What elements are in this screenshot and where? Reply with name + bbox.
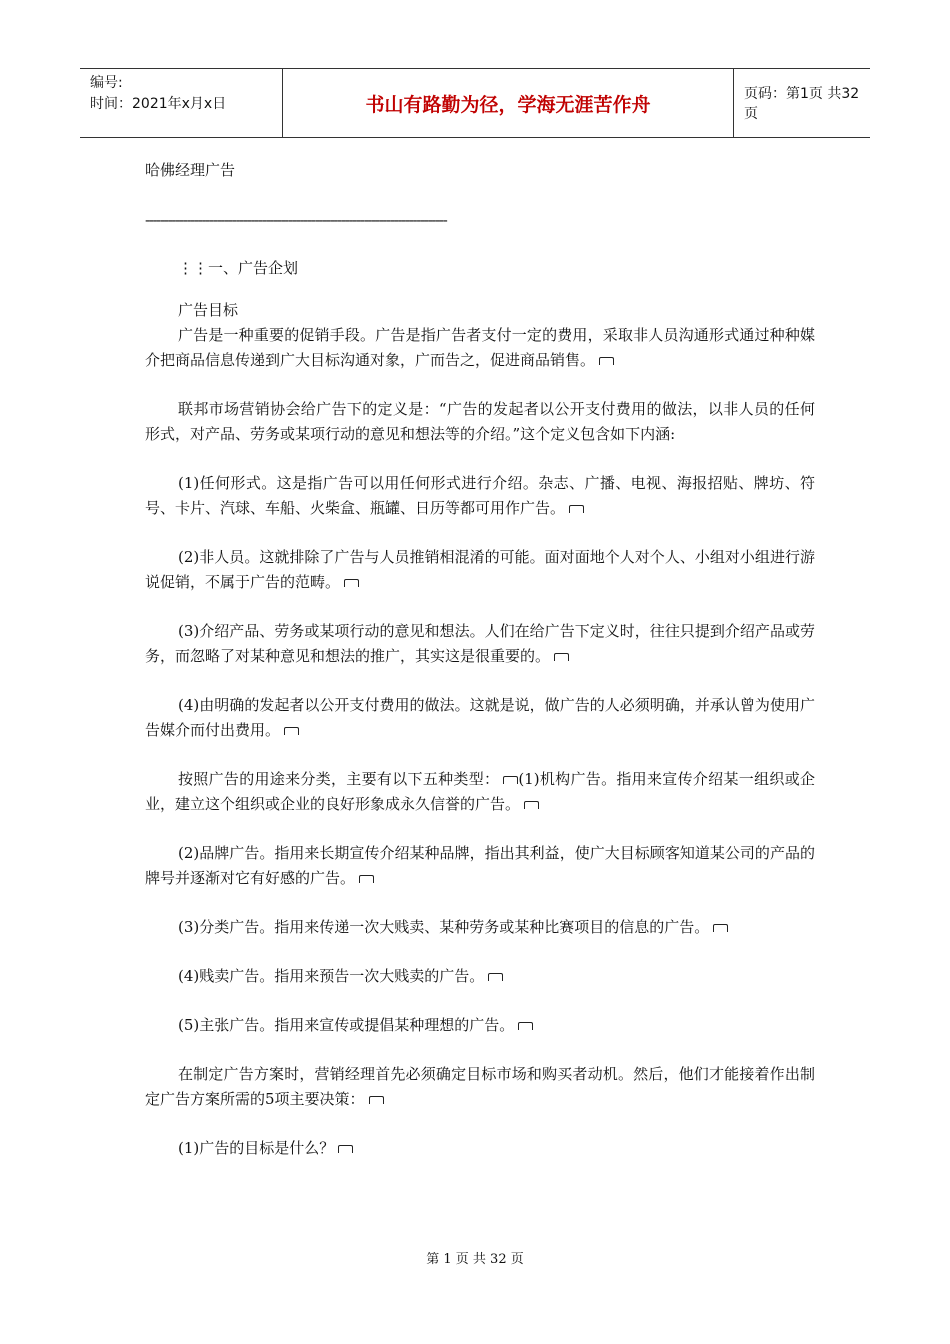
paragraph-mark-icon	[284, 727, 299, 735]
subheading: 广告目标	[178, 301, 239, 319]
paragraph: 联邦市场营销协会给广告下的定义是：“广告的发起者以公开支付费用的做法，以非人员的任何形式，对产品、劳务或某项行动的意见和想法等的介绍。”这个定义包含如下内涵:	[145, 400, 815, 443]
paragraph: (4)由明确的发起者以公开支付费用的做法。这就是说，做广告的人必须明确，并承认曾为使用广告媒介而付出费用。	[145, 696, 815, 739]
paragraph-mark-icon	[344, 579, 359, 587]
paragraph-mark-icon	[359, 875, 374, 883]
paragraph: (4)贱卖广告。指用来预告一次大贱卖的广告。	[145, 964, 815, 989]
section-heading: ⋮⋮一、广告企划	[178, 259, 299, 277]
paragraph-mark-icon	[524, 801, 539, 809]
document-body	[145, 158, 815, 1185]
header-meta	[80, 69, 282, 137]
paragraph: (3)介绍产品、劳务或某项行动的意见和想法。人们在给广告下定义时，往往只提到介绍产品或劳务，而忽略了对某种意见和想法的推广，其实这是很重要的。	[145, 622, 815, 665]
paragraph-mark-icon	[369, 1096, 384, 1104]
paragraph: 在制定广告方案时，营销经理首先必须确定目标市场和购买者动机。然后，他们才能接着作出制定广告方案所需的5项主要决策：	[145, 1065, 815, 1108]
paragraph-mark-icon	[518, 1022, 533, 1030]
page-header	[80, 68, 870, 138]
paragraph: 按照广告的用途来分类，主要有以下五种类型： (1)机构广告。指用来宣传介绍某一组织或企业，建立这个组织或企业的良好形象成永久信誉的广告。	[145, 770, 815, 813]
paragraph-mark-icon	[488, 973, 503, 981]
separator-rule: --------------------------------------------------------------------------------	[145, 211, 447, 229]
header-page-info: 页码：第1页 共32页	[744, 86, 860, 122]
paragraph-mark-icon	[599, 357, 614, 365]
document-title: 哈佛经理广告	[145, 161, 236, 179]
page-footer: 第 1 页 共 32 页	[426, 1252, 524, 1267]
paragraph-mark-icon	[569, 505, 584, 513]
date-label: 时间：2021年x月x日	[90, 96, 227, 112]
paragraph: (2)非人员。这就排除了广告与人员推销相混淆的可能。面对面地个人对个人、小组对小组进行游说促销，不属于广告的范畴。	[145, 548, 815, 591]
header-motto: 书山有路勤为径，学海无涯苦作舟	[282, 69, 734, 137]
paragraph: (1)广告的目标是什么？	[145, 1136, 815, 1161]
paragraph-mark-icon	[554, 653, 569, 661]
paragraph: 广告是一种重要的促销手段。广告是指广告者支付一定的费用，采取非人员沟通形式通过种种媒介把商品信息传递到广大目标沟通对象，广而告之，促进商品销售。	[145, 326, 815, 369]
number-label: 编号:	[90, 75, 123, 91]
paragraph: (2)品牌广告。指用来长期宣传介绍某种品牌，指出其利益，使广大目标顾客知道某公司的产品的牌号并逐渐对它有好感的广告。	[145, 844, 815, 887]
paragraph: (5)主张广告。指用来宣传或提倡某种理想的广告。	[145, 1013, 815, 1038]
paragraph: (3)分类广告。指用来传递一次大贱卖、某种劳务或某种比赛项目的信息的广告。	[145, 915, 815, 940]
paragraph-mark-icon	[503, 776, 518, 784]
paragraph-mark-icon	[338, 1145, 353, 1153]
paragraph: (1)任何形式。这是指广告可以用任何形式进行介绍。杂志、广播、电视、海报招贴、牌坊、符号、卡片、汽球、车船、火柴盒、瓶罐、日历等都可用作广告。	[145, 474, 815, 517]
paragraph-mark-icon	[713, 924, 728, 932]
